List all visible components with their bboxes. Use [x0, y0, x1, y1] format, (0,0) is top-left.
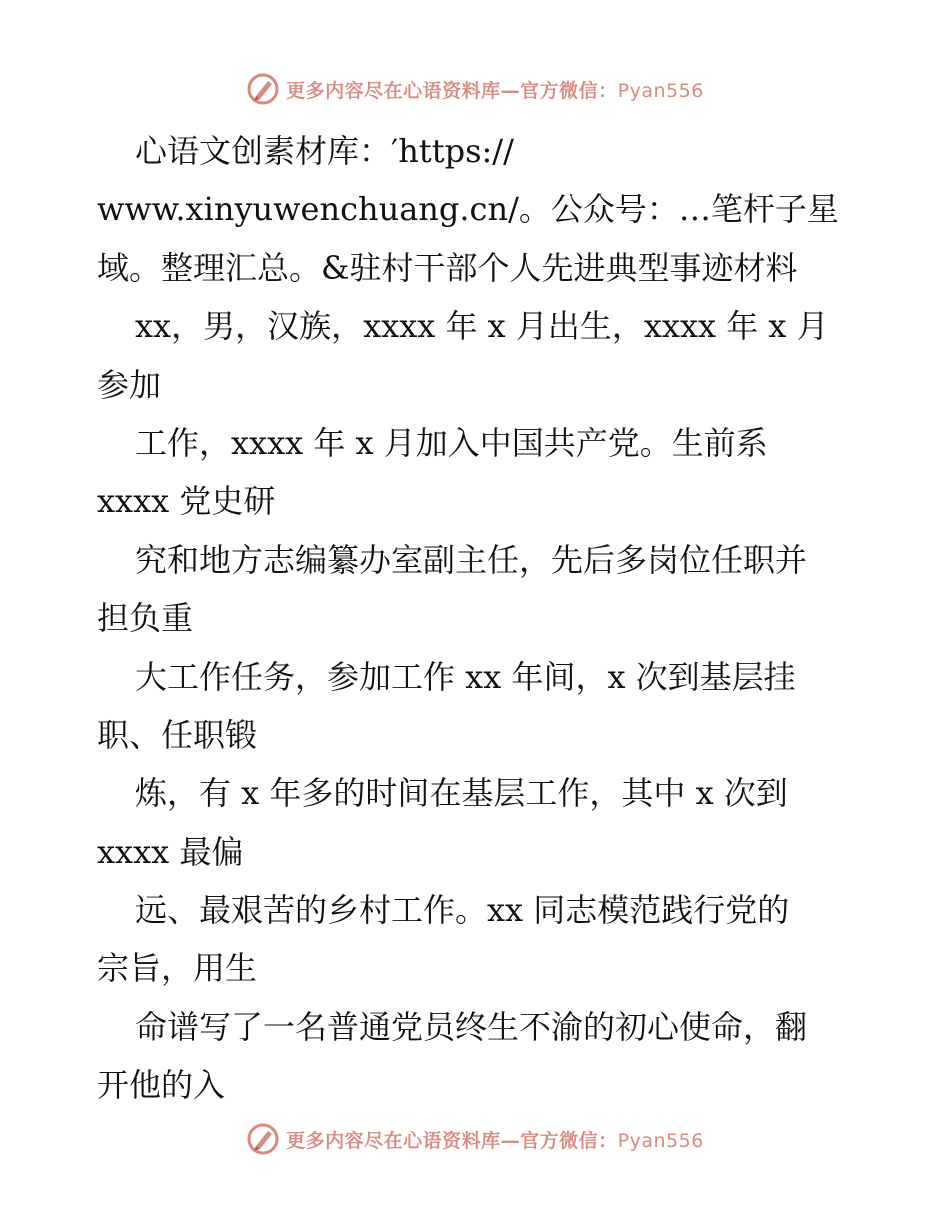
text-line: xxxx 党史研 [97, 482, 276, 521]
header-banner-text: 更多内容尽在心语资料库—官方微信： [286, 79, 618, 102]
footer-banner-contact: Pyan556 [617, 1129, 704, 1152]
text-line: 究和地方志编纂办室副主任，先后多岗位任职并 [135, 540, 808, 579]
pen-logo-icon [246, 1122, 280, 1156]
text-line: xx，男，汉族，xxxx 年 x 月出生，xxxx 年 x 月 [135, 307, 829, 346]
text-line: 参加 [97, 365, 162, 404]
text-line: 开他的入 [97, 1066, 226, 1105]
text-line: 远、最艰苦的乡村工作。xx 同志模范践行党的 [135, 891, 790, 930]
document-body [97, 122, 867, 1115]
text-line: 担负重 [97, 599, 194, 638]
header-banner [0, 72, 950, 106]
text-line: 炼，有 x 年多的时间在基层工作，其中 x 次到 [135, 774, 788, 813]
pen-logo-icon [246, 72, 280, 106]
text-line: 命谱写了一名普通党员终生不渝的初心使命，翻 [135, 1007, 808, 1046]
text-line: www.xinyuwenchuang.cn/。公众号：…笔杆子星 [97, 190, 839, 229]
text-line: 职、任职锻 [97, 715, 258, 754]
text-line: 心语文创素材库：′https:// [135, 132, 514, 170]
header-banner-contact: Pyan556 [617, 79, 704, 102]
footer-banner [0, 1122, 950, 1156]
text-line: 大工作任务，参加工作 xx 年间，x 次到基层挂 [135, 657, 796, 696]
text-line: 宗旨，用生 [97, 949, 258, 988]
text-line: 工作，xxxx 年 x 月加入中国共产党。生前系 [135, 423, 768, 462]
footer-banner-text: 更多内容尽在心语资料库—官方微信： [286, 1129, 618, 1152]
text-line: 域。整理汇总。&驻村干部个人先进典型事迹材料 [97, 248, 798, 287]
text-line: xxxx 最偏 [97, 832, 244, 871]
